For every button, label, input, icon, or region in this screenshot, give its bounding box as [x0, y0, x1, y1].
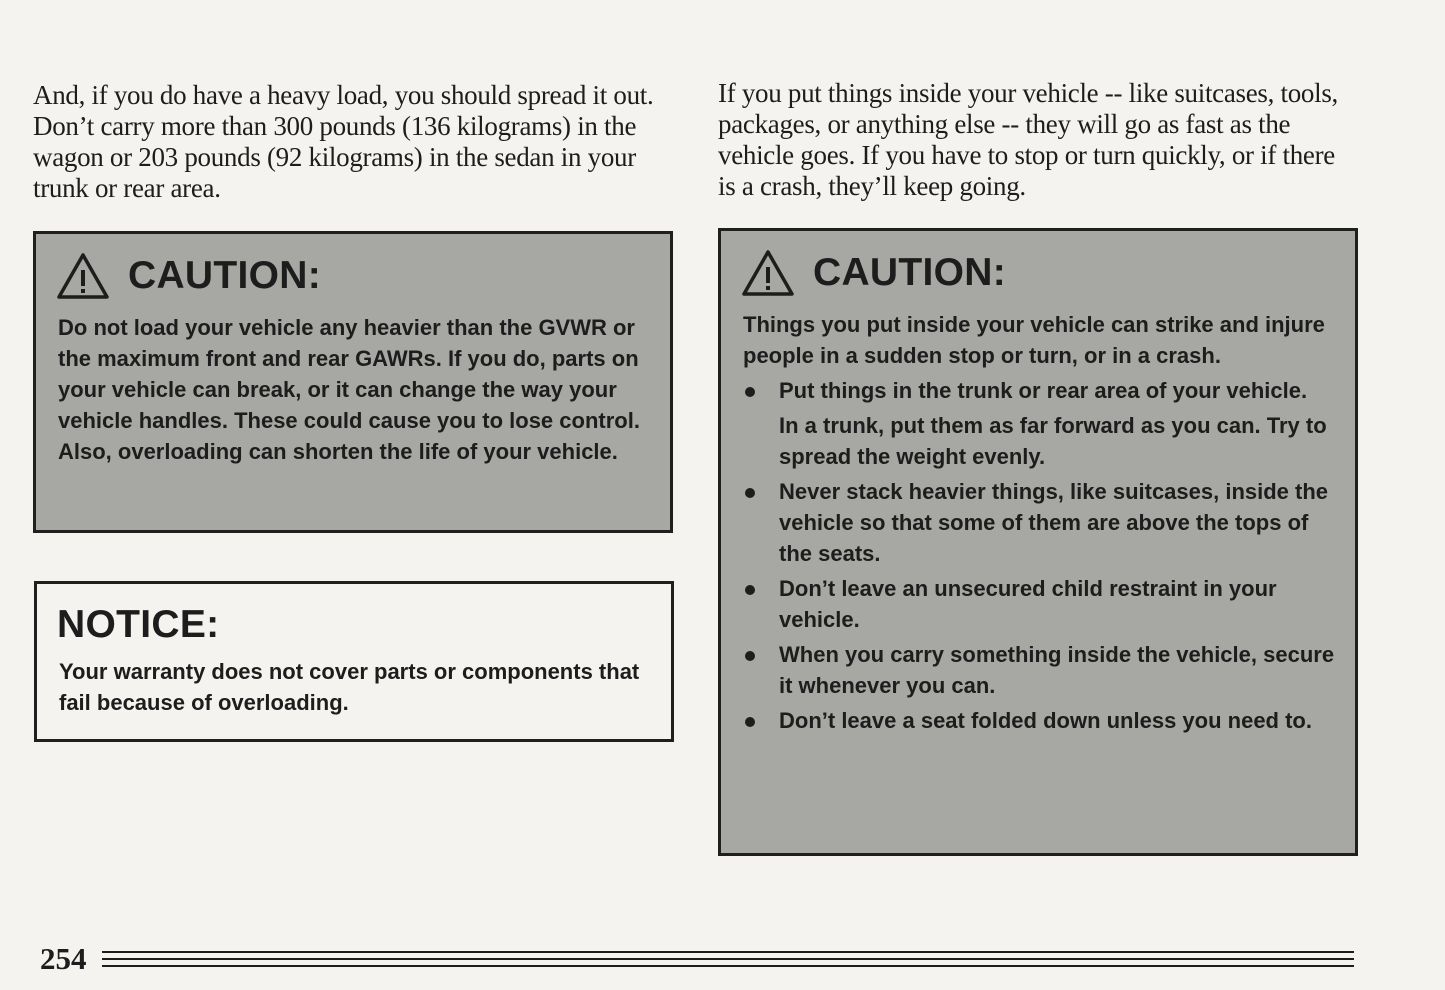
bullet-subparagraph: In a trunk, put them as far forward as you can. Try to spread the weight evenly. [779, 413, 1327, 469]
caution-box-left [33, 231, 673, 533]
caution-box-right [718, 228, 1358, 856]
list-item [741, 639, 1335, 701]
caution-heading-left [56, 252, 650, 300]
footer-rule [102, 948, 1354, 970]
caution-title: CAUTION: [813, 251, 1007, 294]
caution-text: Do not load your vehicle any heavier than the GVWR or the maximum front and rear GAWRs. If you do, parts on your vehicle can break, or it can change the way your vehicle handles. These could cause you to lose control. Also, overloading can shorten the life of your vehicle. [58, 315, 640, 464]
bullet-text: Don’t leave a seat folded down unless you need to. [779, 708, 1312, 733]
list-item [741, 375, 1335, 406]
notice-title: NOTICE: [57, 603, 220, 646]
bullet-text: Don’t leave an unsecured child restraint in your vehicle. [779, 576, 1277, 632]
list-item [741, 573, 1335, 635]
notice-box [34, 581, 674, 742]
caution-bullet-list-continued [741, 476, 1335, 736]
notice-text: Your warranty does not cover parts or components that fail because of overloading. [59, 659, 640, 715]
bullet-icon [745, 651, 755, 661]
caution-title: CAUTION: [128, 254, 322, 297]
body-paragraph-right: If you put things inside your vehicle -- like suitcases, tools, packages, or anything else -- they will go as fast as the vehicle goes. If you have to stop or turn quickly, or if there is a crash, they’ll keep going. [718, 78, 1338, 201]
caution-bullet-list [741, 375, 1335, 406]
body-paragraph-left: And, if you do have a heavy load, you should spread it out. Don’t carry more than 300 pounds (136 kilograms) in the wagon or 203 pounds (92 kilograms) in the sedan in your trunk or rear area. [33, 80, 654, 203]
warning-triangle-icon [56, 252, 110, 300]
list-item [741, 476, 1335, 569]
warning-triangle-icon [741, 249, 795, 297]
bullet-icon [745, 387, 755, 397]
bullet-icon [745, 488, 755, 498]
bullet-icon [745, 717, 755, 727]
caution-heading-right [741, 249, 1335, 297]
bullet-text: Put things in the trunk or rear area of your vehicle. [779, 378, 1308, 403]
bullet-icon [745, 585, 755, 595]
bullet-text: When you carry something inside the vehicle, secure it whenever you can. [779, 642, 1335, 698]
list-item [741, 705, 1335, 736]
bullet-text: Never stack heavier things, like suitcases, inside the vehicle so that some of them are above the tops of the seats. [779, 479, 1329, 566]
page-number: 254 [40, 941, 87, 976]
caution-intro: Things you put inside your vehicle can strike and injure people in a sudden stop or turn, or in a crash. [743, 312, 1325, 368]
